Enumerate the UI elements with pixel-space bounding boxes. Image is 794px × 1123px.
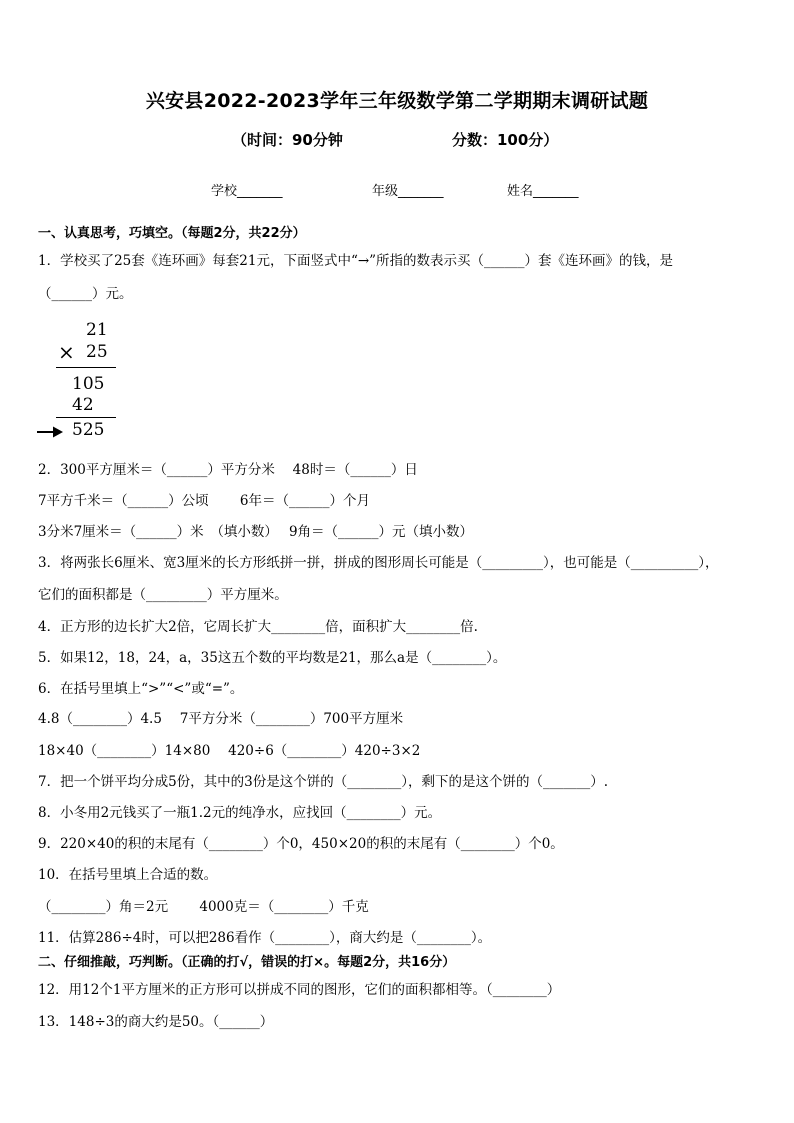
question-10-line-2: （________）角＝2元 4000克＝（________）千克 — [38, 899, 369, 915]
partial-product-2: 42 — [72, 395, 94, 415]
section-1-heading: 一、认真思考，巧填空。（每题2分，共22分） — [38, 226, 306, 241]
question-9: 9．220×40的积的末尾有（________）个0，450×20的积的末尾有（________）个0。 — [38, 836, 564, 852]
exam-time: （时间：90分钟 — [232, 131, 343, 149]
name-field: 姓名_______ — [507, 184, 579, 199]
times-sign: × — [58, 340, 75, 364]
question-11: 11．估算286÷4时，可以把286看作（________），商大约是（________）。 — [38, 930, 492, 946]
question-12: 12．用12个1平方厘米的正方形可以拼成不同的图形，它们的面积都相等。（________） — [38, 982, 561, 998]
question-2-line-3: 3分米7厘米＝（______）米 （填小数） 9角＝（______）元（填小数） — [38, 524, 474, 540]
school-field: 学校_______ — [211, 184, 283, 199]
question-8: 8．小冬用2元钱买了一瓶1.2元的纯净水，应找回（________）元。 — [38, 805, 442, 821]
multiplicand: 21 — [86, 320, 108, 340]
question-7: 7．把一个饼平均分成5份，其中的3份是这个饼的（________），剩下的是这个饼的（_______）. — [38, 774, 609, 790]
question-2-line-2: 7平方千米＝（______）公顷 6年＝（______）个月 — [38, 493, 370, 509]
question-2-line-1: 2．300平方厘米＝（______）平方分米 48时＝（______）日 — [38, 462, 418, 478]
arrow-right-icon — [36, 425, 64, 439]
calc-rule-1 — [56, 367, 116, 368]
question-5: 5．如果12，18，24，a，35这五个数的平均数是21，那么a是（________）。 — [38, 650, 507, 666]
question-13: 13．148÷3的商大约是50。（______） — [38, 1014, 274, 1030]
question-1-line-2: （______）元。 — [38, 286, 133, 302]
question-3-line-2: 它们的面积都是（_________）平方厘米。 — [38, 587, 288, 603]
question-6-line-1: 6．在括号里填上“>”“<”或“=”。 — [38, 681, 244, 697]
question-6-line-3: 18×40（________）14×80 420÷6（________）420÷3×2 — [38, 743, 421, 759]
section-2-heading: 二、仔细推敲，巧判断。（正确的打√，错误的打×。每题2分，共16分） — [38, 955, 456, 970]
grade-field: 年级_______ — [372, 184, 444, 199]
question-10-line-1: 10．在括号里填上合适的数。 — [38, 867, 218, 883]
question-3-line-1: 3．将两张长6厘米、宽3厘米的长方形纸拼一拼，拼成的图形周长可能是（_________），也可能是（__________）， — [38, 555, 719, 571]
question-4: 4．正方形的边长扩大2倍，它周长扩大________倍，面积扩大________倍. — [38, 619, 478, 635]
page-title: 兴安县2022-2023学年三年级数学第二学期期末调研试题 — [145, 90, 649, 112]
partial-product-1: 105 — [72, 374, 105, 394]
question-1-line-1: 1．学校买了25套《连环画》每套21元，下面竖式中“→”所指的数表示买（______）套《连环画》的钱，是 — [38, 253, 674, 269]
exam-score: 分数：100分） — [452, 131, 559, 149]
calc-rule-2 — [56, 417, 116, 418]
question-6-line-2: 4.8（________）4.5 7平方分米（________）700平方厘米 — [38, 711, 404, 727]
product-result: 525 — [72, 420, 105, 440]
multiplier: 25 — [86, 342, 108, 362]
